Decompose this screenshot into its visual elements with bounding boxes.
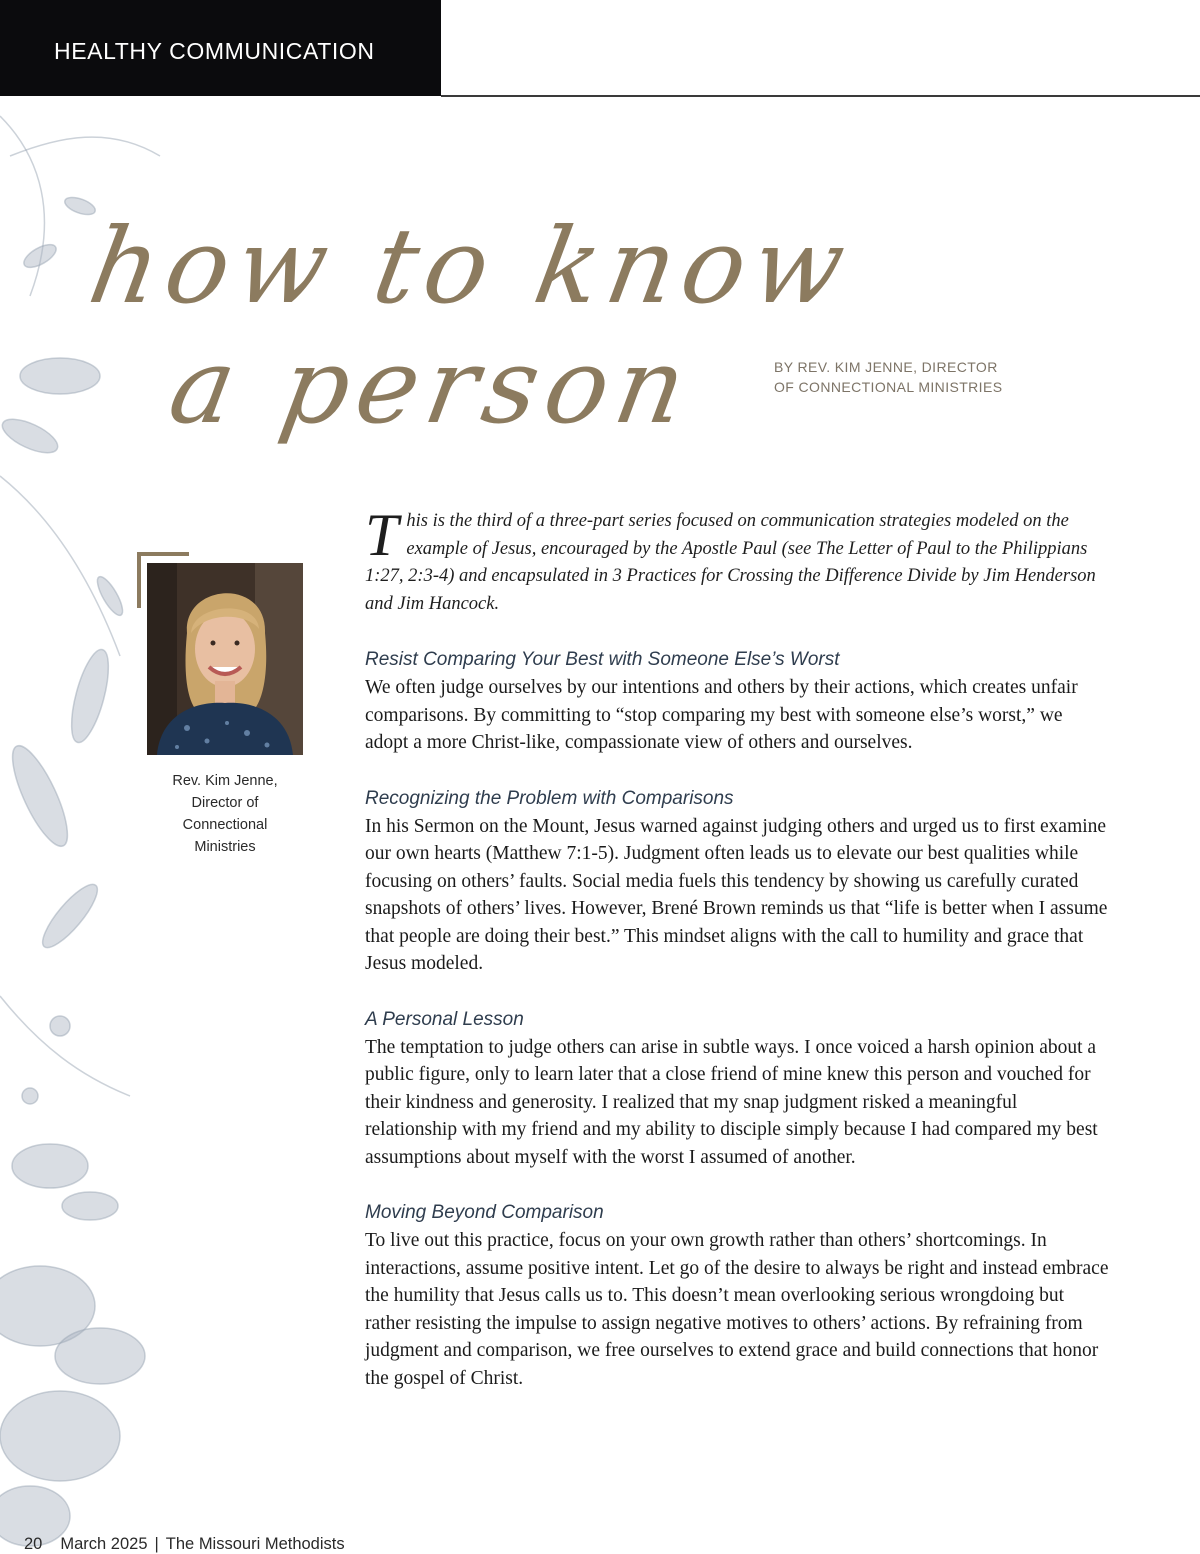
issue-date: March 2025 <box>60 1535 148 1553</box>
section-heading: Moving Beyond Comparison <box>365 1202 604 1223</box>
section-header-bar <box>0 0 441 96</box>
byline <box>774 357 1034 397</box>
byline-line-1: BY REV. KIM JENNE, DIRECTOR <box>774 359 998 375</box>
caption-line: Ministries <box>194 839 256 855</box>
footer-separator: | <box>154 1535 159 1553</box>
caption-line: Connectional <box>182 817 268 833</box>
drop-cap: T <box>365 502 399 568</box>
article-body <box>365 502 1110 1422</box>
section-paragraph: To live out this practice, focus on your own growth rather than others’ shortcomings. In interactions, assume positive intent. Let go of the desire to always be right and instead embrace the humility that Jesus calls us to. This doesn’t mean overlooking serious wrongdoing but rather resisting the impulse to assign negative motives to others’ actions. By refraining from judgment and comparison, we free ourselves to extend grace and build connections that honor the gospel of Christ. <box>365 1230 1109 1389</box>
section-paragraph: The temptation to judge others can arise in subtle ways. I once voiced a harsh opinion about a public figure, only to learn later that a close friend of mine knew this person and vouched for their kindness and generosity. I realized that my snap judgment risked a meaningful relationship with my friend and my ability to disciple simply because I had compared my best assumptions about myself with the worst I assumed of another. <box>365 1036 1098 1168</box>
byline-line-2: OF CONNECTIONAL MINISTRIES <box>774 379 1003 395</box>
title-line-1: how to know <box>81 205 862 327</box>
section-heading: Recognizing the Problem with Comparisons <box>365 787 734 809</box>
section-paragraph: In his Sermon on the Mount, Jesus warned against judging others and urged us to first examine our own hearts (Matthew 7:1-5). Judgment often leads us to elevate our best qualities while focusing on others’ faults. Social media fuels this tendency by showing us carefully curated snapshots of others’ lives. However, Brené Brown reminds us that “life is better when I assume that people are doing their best.” This mindset aligns with the call to humility and grace that Jesus modeled. <box>365 815 1108 974</box>
publication-name: The Missouri Methodists <box>165 1535 345 1553</box>
section-paragraph: We often judge ourselves by our intentions and others by their actions, which creates unfair comparisons. By committing to “stop comparing my best with someone else’s worst,” we adopt a more Christ-like, compassionate view of others and ourselves. <box>365 677 1078 753</box>
header-rule <box>441 95 1200 97</box>
page-footer <box>24 1535 345 1554</box>
author-photo <box>147 563 303 755</box>
section-heading: Resist Comparing Your Best with Someone Else’s Worst <box>365 649 840 670</box>
section-label: HEALTHY COMMUNICATION <box>54 38 375 64</box>
page-number: 20 <box>24 1535 43 1553</box>
intro-paragraph <box>365 502 1110 618</box>
title-line-2: a person <box>161 325 703 447</box>
caption-line: Rev. Kim Jenne, <box>172 773 278 789</box>
intro-text: his is the third of a three-part series focused on communication strategies modeled on the example of Jesus, encouraged by the Apostle Paul (see The Letter of Paul to the Philippians 1:27, 2:3-4) and encapsulated in 3 Practices for Crossing the Difference Divide by Jim Henderson and Jim Hancock. <box>365 511 1096 614</box>
caption-line: Director of <box>191 795 259 811</box>
photo-caption <box>150 770 300 858</box>
section-heading: A Personal Lesson <box>365 1008 524 1030</box>
